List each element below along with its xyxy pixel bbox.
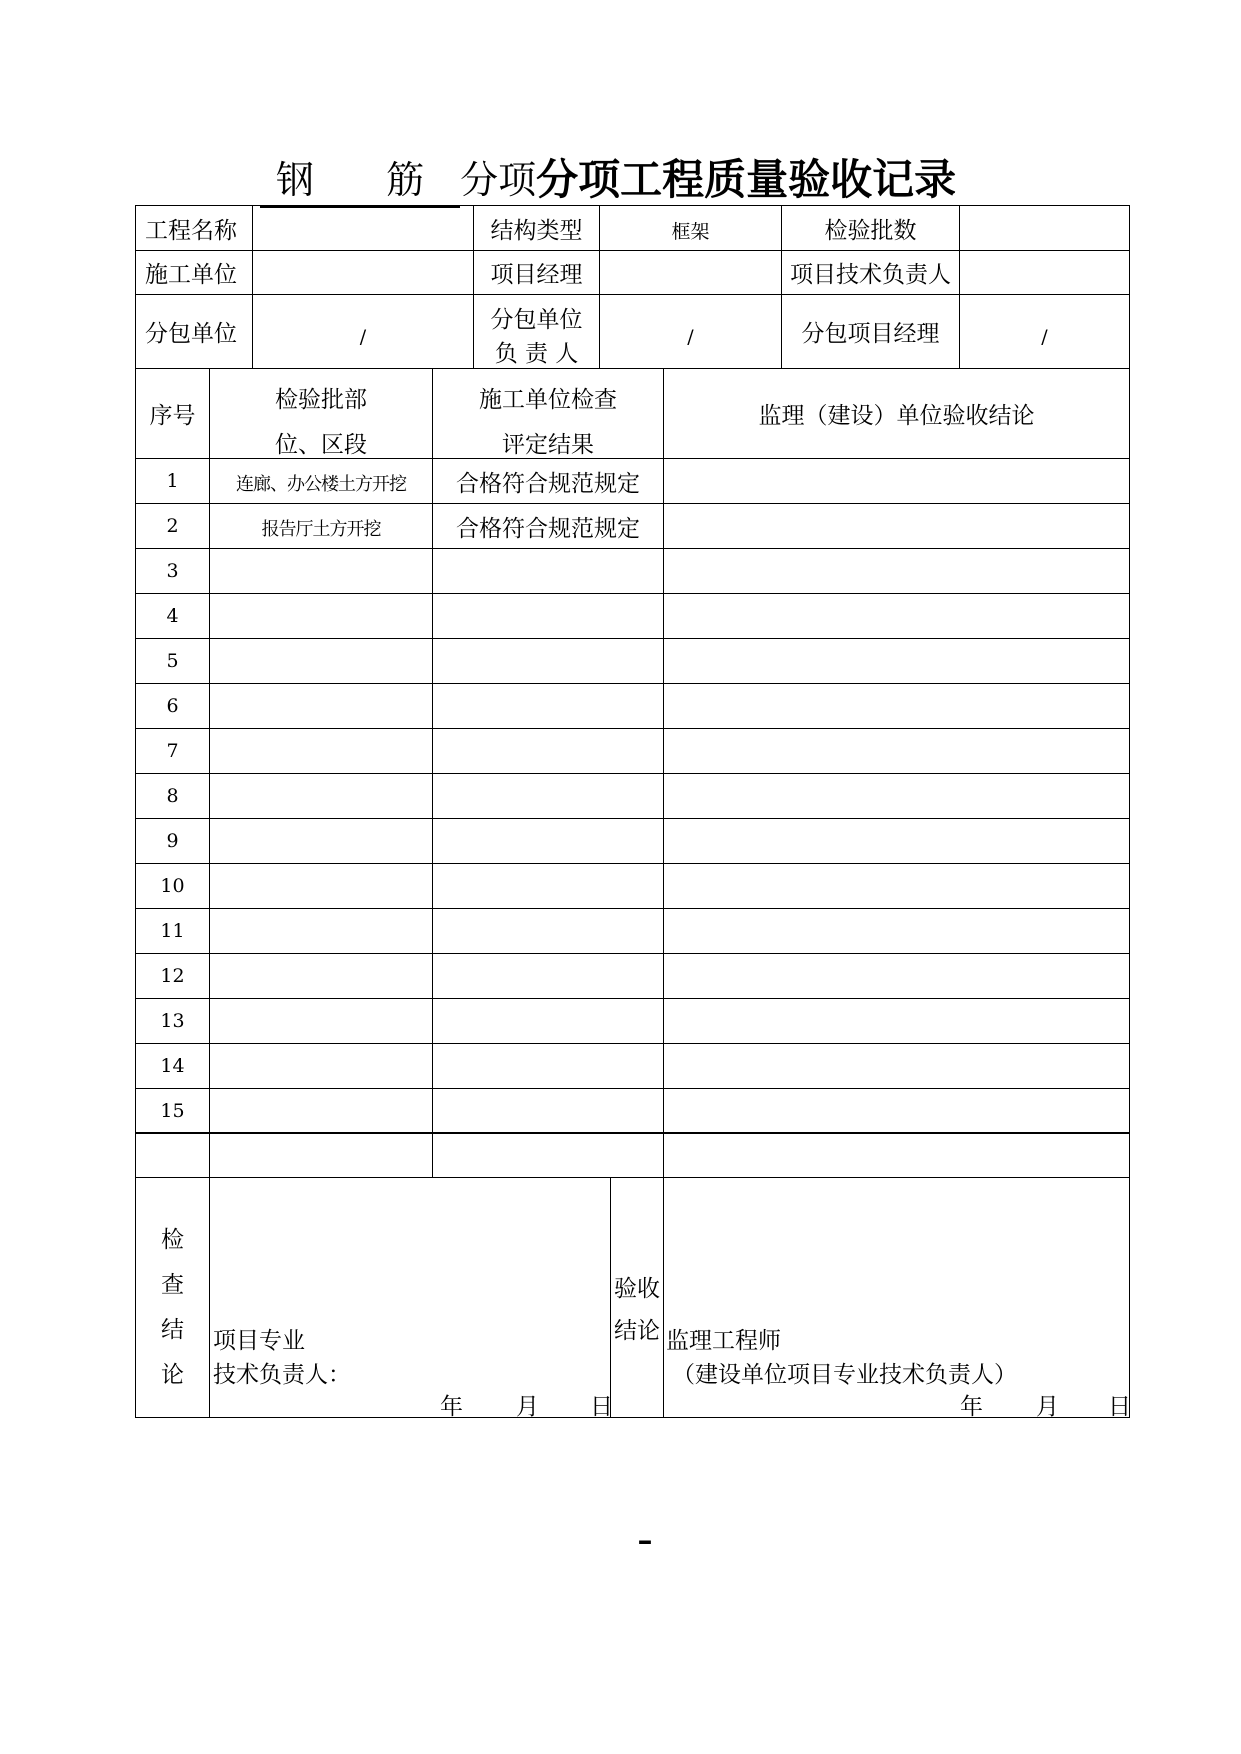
row-result[interactable] xyxy=(433,684,663,728)
table-row xyxy=(136,1044,1129,1088)
table-row xyxy=(136,594,1129,638)
row-number: 9 xyxy=(166,830,179,852)
sub-pm-value[interactable]: / xyxy=(1041,325,1048,348)
sub-pm-label: 分包项目经理 xyxy=(801,321,940,347)
row-result[interactable] xyxy=(433,594,663,638)
row-part[interactable] xyxy=(210,1044,432,1088)
construction-unit-label: 施工单位 xyxy=(145,262,237,288)
table-row xyxy=(136,999,1129,1043)
row-conclusion[interactable] xyxy=(664,774,1129,818)
row-conclusion[interactable] xyxy=(664,729,1129,773)
row-number: 12 xyxy=(160,965,185,987)
project-manager-label: 项目经理 xyxy=(490,262,583,288)
structure-type-label: 结构类型 xyxy=(490,217,583,244)
row-part[interactable] xyxy=(210,639,432,683)
accept-label-line2: 结论 xyxy=(614,1317,660,1344)
row-part[interactable] xyxy=(210,684,432,728)
row-part[interactable] xyxy=(210,729,432,773)
row-number: 1 xyxy=(166,470,179,492)
table-row xyxy=(136,864,1129,908)
inspect-month: 月 xyxy=(516,1393,539,1420)
subcontractor-label: 分包单位 xyxy=(145,321,237,347)
structure-type-value[interactable]: 框架 xyxy=(671,220,710,243)
rule xyxy=(135,294,1130,295)
row-result[interactable] xyxy=(433,1089,663,1132)
row-number: 15 xyxy=(160,1099,185,1122)
row-number: 7 xyxy=(166,740,179,762)
row-result[interactable] xyxy=(433,1044,663,1088)
row-result[interactable] xyxy=(433,954,663,998)
row-conclusion[interactable] xyxy=(664,909,1129,953)
inspect-year: 年 xyxy=(440,1393,463,1420)
inspect-person-line2: 技术负责人： xyxy=(213,1361,351,1388)
title-prefix: 分项 xyxy=(460,158,537,202)
table-row xyxy=(136,549,1129,593)
row-part[interactable]: 报告厅土方开挖 xyxy=(261,519,381,540)
table-row xyxy=(136,909,1129,953)
row-result[interactable] xyxy=(433,639,663,683)
row-result[interactable] xyxy=(433,549,663,593)
header-check-line1: 施工单位检查 xyxy=(479,386,617,413)
row-conclusion[interactable] xyxy=(664,819,1129,863)
row-result[interactable]: 合格符合规范规定 xyxy=(456,515,640,542)
row-conclusion[interactable] xyxy=(664,864,1129,908)
row-number: 3 xyxy=(166,560,179,582)
accept-label-line1: 验收 xyxy=(614,1275,660,1302)
row-part[interactable] xyxy=(210,594,432,638)
header-check-line2: 评定结果 xyxy=(502,431,594,458)
row-result[interactable]: 合格符合规范规定 xyxy=(456,470,640,497)
row-conclusion[interactable] xyxy=(664,549,1129,593)
sub-lead-label-line1: 分包单位 xyxy=(490,306,583,333)
rule xyxy=(135,1132,1130,1134)
row-result[interactable] xyxy=(433,729,663,773)
row-conclusion[interactable] xyxy=(664,504,1129,548)
engineer-line1: 监理工程师 xyxy=(666,1327,781,1354)
construction-unit-value[interactable] xyxy=(253,251,473,294)
header-supervision: 监理（建设）单位验收结论 xyxy=(758,403,1035,429)
row-part[interactable] xyxy=(210,549,432,593)
row-conclusion[interactable] xyxy=(664,1089,1129,1132)
table-row xyxy=(136,1089,1129,1132)
accept-year: 年 xyxy=(960,1393,983,1420)
table-row xyxy=(136,729,1129,773)
row-number: 2 xyxy=(166,515,179,537)
row-number: 14 xyxy=(160,1055,185,1077)
inspect-char-2: 查 xyxy=(161,1271,184,1298)
project-name-label: 工程名称 xyxy=(145,217,237,244)
inspect-char-1: 检 xyxy=(161,1226,184,1253)
table-row xyxy=(136,684,1129,728)
inspect-char-3: 结 xyxy=(161,1316,184,1343)
row-number: 10 xyxy=(160,875,185,897)
table-row xyxy=(136,954,1129,998)
row-number: 13 xyxy=(160,1010,185,1032)
table-row xyxy=(136,819,1129,863)
row-number: 8 xyxy=(166,785,179,807)
row-conclusion[interactable] xyxy=(664,954,1129,998)
project-manager-value[interactable] xyxy=(600,251,781,294)
row-part[interactable] xyxy=(210,774,432,818)
sub-lead-label-line2: 负 责 人 xyxy=(494,340,579,367)
rule xyxy=(135,1177,1130,1178)
title-underlined-subject: 钢 筋 xyxy=(260,156,460,208)
row-part[interactable] xyxy=(210,954,432,998)
row-number: 5 xyxy=(166,650,179,672)
row-part[interactable]: 连廊、办公楼土方开挖 xyxy=(236,474,406,495)
row-conclusion[interactable] xyxy=(664,999,1129,1043)
page-mark: – xyxy=(637,1522,653,1558)
batch-count-label: 检验批数 xyxy=(824,217,917,244)
table-row xyxy=(136,639,1129,683)
row-part[interactable] xyxy=(210,819,432,863)
table-border-right xyxy=(1129,205,1130,1418)
row-result[interactable] xyxy=(433,819,663,863)
accept-month: 月 xyxy=(1036,1393,1059,1420)
inspect-person-line1: 项目专业 xyxy=(213,1327,305,1354)
header-seq: 序号 xyxy=(149,403,196,429)
header-part-line1: 检验批部 xyxy=(275,386,367,413)
row-result[interactable] xyxy=(433,999,663,1043)
row-conclusion[interactable] xyxy=(664,684,1129,728)
row-part[interactable] xyxy=(210,864,432,908)
table-row xyxy=(136,459,1129,503)
row-number: 11 xyxy=(160,920,185,942)
table-row xyxy=(136,774,1129,818)
tech-lead-value[interactable] xyxy=(960,251,1129,294)
row-conclusion[interactable] xyxy=(664,594,1129,638)
row-part[interactable] xyxy=(210,1089,432,1132)
tech-lead-label: 项目技术负责人 xyxy=(790,262,951,288)
table-row xyxy=(136,504,1129,548)
row-conclusion[interactable] xyxy=(664,639,1129,683)
inspect-char-4: 论 xyxy=(161,1361,184,1388)
accept-day: 日 xyxy=(1108,1393,1131,1420)
title-main: 分项工程质量验收记录 xyxy=(536,155,957,204)
row-conclusion[interactable] xyxy=(664,459,1129,503)
subcontractor-value[interactable]: / xyxy=(359,325,367,348)
row-result[interactable] xyxy=(433,774,663,818)
project-name-value[interactable] xyxy=(253,206,473,250)
row-result[interactable] xyxy=(433,909,663,953)
row-part[interactable] xyxy=(210,999,432,1043)
row-conclusion[interactable] xyxy=(664,1044,1129,1088)
row-number: 4 xyxy=(166,605,179,627)
batch-count-value[interactable] xyxy=(960,206,1129,250)
row-part[interactable] xyxy=(210,909,432,953)
header-part-line2: 位、区段 xyxy=(275,431,367,458)
engineer-line2: （建设单位项目专业技术负责人） xyxy=(672,1361,1017,1388)
row-number: 6 xyxy=(166,695,179,717)
sub-lead-value[interactable]: / xyxy=(687,325,694,348)
inspect-day: 日 xyxy=(590,1393,613,1420)
row-result[interactable] xyxy=(433,864,663,908)
